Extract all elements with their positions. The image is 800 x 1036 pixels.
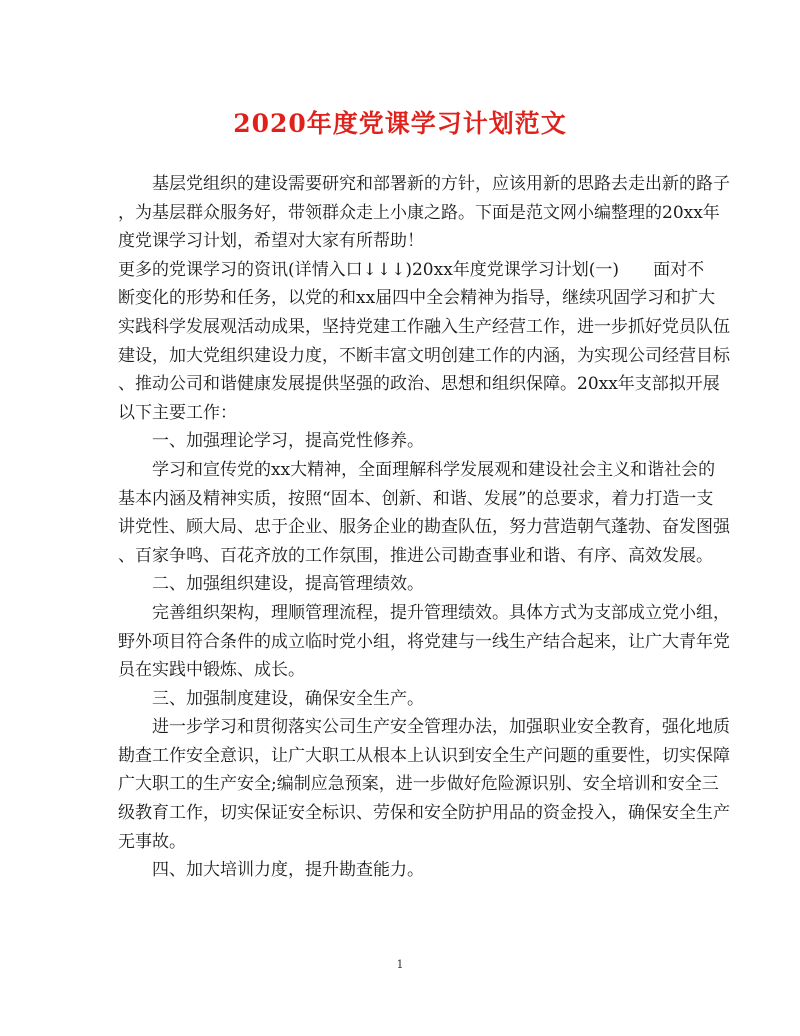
body-line: 断变化的形势和任务，以党的和xx届四中全会精神为指导，继续巩固学习和扩大 <box>118 288 716 309</box>
section-heading-3: 三、加强制度建设，确保安全生产。 <box>118 688 424 709</box>
body-line: 员在实践中锻炼、成长。 <box>118 660 305 681</box>
body-line: 完善组织架构，理顺管理流程，提升管理绩效。具体方式为支部成立党小组， <box>118 602 730 623</box>
body-line: ，为基层群众服务好，带领群众走上小康之路。下面是范文网小编整理的20xx年 <box>118 202 720 223</box>
document-title: 2020年度党课学习计划范文 <box>233 109 567 138</box>
body-line: 更多的党课学习的资讯(详情入口↓↓↓)20xx年度党课学习计划(一) 面对不 <box>118 259 705 280</box>
body-line: 建设，加大党组织建设力度，不断丰富文明创建工作的内涵，为实现公司经营目标 <box>118 345 730 366</box>
body-line: 基本内涵及精神实质，按照“固本、创新、和谐、发展”的总要求，着力打造一支 <box>118 488 714 509</box>
body-line: 勘查工作安全意识，让广大职工从根本上认识到安全生产问题的重要性，切实保障 <box>118 745 730 766</box>
body-line: 讲党性、顾大局、忠于企业、服务企业的勘查队伍，努力营造朝气蓬勃、奋发图强 <box>118 517 730 538</box>
body-line: 度党课学习计划，希望对大家有所帮助！ <box>118 231 424 252</box>
body-line: 广大职工的生产安全;编制应急预案，进一步做好危险源识别、安全培训和安全三 <box>118 774 719 795</box>
section-heading-1: 一、加强理论学习，提高党性修养。 <box>118 431 424 452</box>
section-heading-4: 四、加大培训力度，提升勘查能力。 <box>118 860 424 881</box>
body-line: 、百家争鸣、百花齐放的工作氛围，推进公司勘查事业和谐、有序、高效发展。 <box>118 545 713 566</box>
body-line: 级教育工作，切实保证安全标识、劳保和安全防护用品的资金投入，确保安全生产 <box>118 803 730 824</box>
body-line: 、推动公司和谐健康发展提供坚强的政治、思想和组织保障。20xx年支部拟开展 <box>118 374 720 395</box>
body-line: 野外项目符合条件的成立临时党小组，将党建与一线生产结合起来，让广大青年党 <box>118 631 730 652</box>
body-line: 学习和宣传党的xx大精神，全面理解科学发展观和建设社会主义和谐社会的 <box>118 459 716 480</box>
body-line: 进一步学习和贯彻落实公司生产安全管理办法，加强职业安全教育，强化地质 <box>118 717 730 738</box>
body-line: 实践科学发展观活动成果，坚持党建工作融入生产经营工作，进一步抓好党员队伍 <box>118 316 730 337</box>
page-number: 1 <box>396 958 404 971</box>
section-heading-2: 二、加强组织建设，提高管理绩效。 <box>118 574 424 595</box>
body-line: 无事故。 <box>118 831 186 852</box>
body-line: 以下主要工作： <box>118 402 237 423</box>
body-line: 基层党组织的建设需要研究和部署新的方针，应该用新的思路去走出新的路子 <box>118 174 730 194</box>
document-body <box>118 170 730 885</box>
